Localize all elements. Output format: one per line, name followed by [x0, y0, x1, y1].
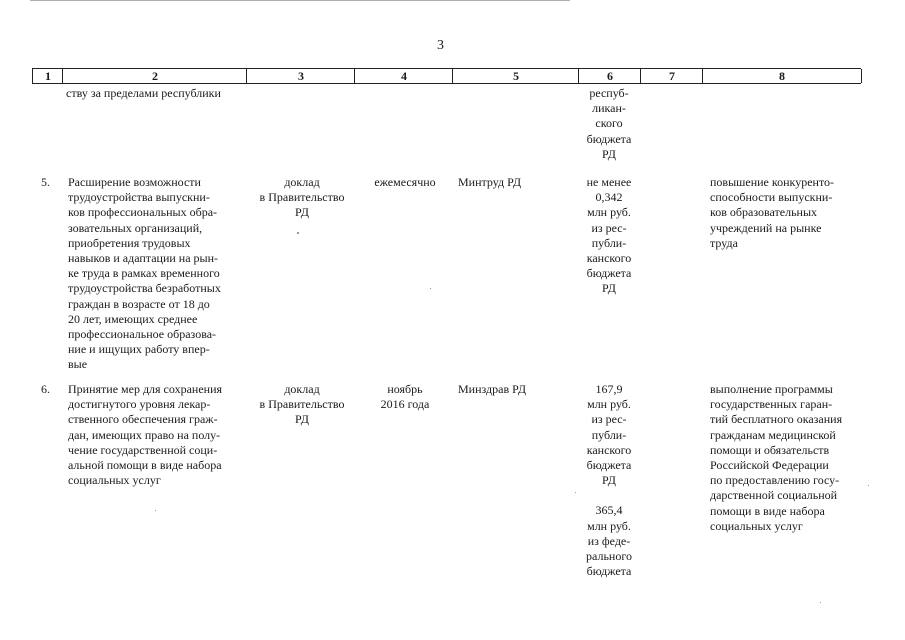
- text-line: публи-: [591, 235, 627, 250]
- text-line: 0,342: [595, 190, 623, 205]
- header-col-8: 8: [702, 69, 862, 83]
- text-line: выполнение программы: [710, 382, 833, 396]
- text-line: Принятие мер для сохранения: [68, 382, 223, 396]
- header-col-3: 3: [246, 69, 355, 83]
- header-col-5: 5: [452, 69, 579, 83]
- text-line: социальных услуг: [710, 518, 803, 533]
- text-line: бюджета: [586, 564, 632, 579]
- carryover-col2: ству за пределами республики: [66, 86, 221, 100]
- text-line: дарственной социальной: [710, 488, 838, 503]
- row-5-report-form: [248, 175, 356, 221]
- text-line: ственного обеспечения граж-: [68, 412, 218, 427]
- text-line: 167,9: [595, 382, 623, 396]
- text-line: труда: [710, 235, 738, 250]
- header-col-4: 4: [354, 69, 453, 83]
- text-line: бюджета: [586, 458, 632, 473]
- text-line: канского: [586, 251, 632, 266]
- text-line: бюджета: [586, 266, 632, 281]
- text-line: навыков и адаптации на рын-: [68, 251, 219, 266]
- text-line: ноябрь: [387, 382, 423, 396]
- text-line: млн руб.: [587, 205, 631, 220]
- header-col-1: 1: [32, 69, 63, 83]
- text-line: РД: [602, 281, 616, 296]
- row-5-expected-result: [710, 175, 860, 251]
- header-col-6: 6: [578, 69, 641, 83]
- text-line: в Правительство: [259, 397, 345, 412]
- text-line: ние и ищущих работу впер-: [68, 342, 210, 357]
- text-line: публи-: [591, 427, 627, 442]
- header-col-7: 7: [640, 69, 703, 83]
- text-line: помощи и обязательств: [710, 442, 830, 457]
- text-line: не менее: [586, 175, 632, 189]
- row-5-measure: [68, 175, 240, 373]
- text-line: повышение конкуренто-: [710, 175, 835, 189]
- text-line: способности выпускни-: [710, 190, 833, 205]
- carryover-col6-line: бюджета: [586, 131, 632, 146]
- row-6-report-form: [248, 382, 356, 428]
- text-line: государственных гаран-: [710, 397, 833, 412]
- text-line: гражданам медицинской: [710, 427, 836, 442]
- text-line: ежемесячно: [374, 175, 436, 189]
- text-line: социальных услуг: [68, 473, 161, 488]
- text-line: из феде-: [587, 533, 631, 548]
- page-number: 3: [437, 38, 444, 53]
- carryover-col6-line: ликан-: [592, 101, 626, 116]
- row-6-number: 6.: [41, 382, 50, 396]
- text-line: доклад: [284, 382, 320, 396]
- text-line: профессиональное образова-: [68, 327, 217, 342]
- text-line: 365,4: [595, 503, 623, 518]
- spacer: [578, 488, 640, 503]
- text-line: млн руб.: [587, 518, 631, 533]
- text-line: альной помощи в виде набора: [68, 458, 222, 473]
- text-line: РД: [602, 473, 616, 488]
- text-line: доклад: [284, 175, 320, 189]
- text-line: вые: [68, 357, 88, 372]
- row-5-executor: Минтруд РД: [458, 175, 522, 189]
- carryover-col6-line: ского: [595, 116, 623, 131]
- row-6-expected-result: [710, 382, 865, 534]
- row-6-funding: [578, 382, 640, 579]
- text-line: ке труда в рамках временного: [68, 266, 220, 281]
- text-line: РД: [295, 205, 309, 220]
- scan-speck: [155, 510, 156, 511]
- text-line: в Правительство: [259, 190, 345, 205]
- text-line: РД: [295, 412, 309, 427]
- row-5-deadline: [356, 175, 454, 190]
- scan-speck: [868, 485, 869, 486]
- text-line: млн руб.: [587, 397, 631, 412]
- scan-speck: [575, 492, 576, 493]
- scan-speck: [430, 288, 431, 289]
- row-5-funding: [578, 175, 640, 297]
- scan-top-edge: [30, 0, 570, 1]
- text-line: помощи в виде набора: [710, 503, 825, 518]
- carryover-col6-line: РД: [602, 146, 616, 161]
- text-line: трудоустройства выпускни-: [68, 190, 210, 205]
- text-line: по предоставлению госу-: [710, 473, 840, 488]
- scan-speck: [297, 232, 299, 234]
- row-5-number: 5.: [41, 175, 50, 189]
- text-line: канского: [586, 442, 632, 457]
- text-line: 2016 года: [380, 397, 430, 412]
- text-line: граждан в возрасте от 18 до: [68, 296, 210, 311]
- text-line: из рес-: [591, 220, 627, 235]
- scan-speck: [820, 602, 821, 603]
- text-line: тий бесплатного оказания: [710, 412, 843, 427]
- text-line: дан, имеющих право на полу-: [68, 427, 221, 442]
- text-line: рального: [586, 549, 632, 564]
- row-6-executor: Минздрав РД: [458, 382, 527, 396]
- text-line: 20 лет, имеющих среднее: [68, 311, 198, 326]
- text-line: Расширение возможности: [68, 175, 201, 189]
- row-6-deadline: [356, 382, 454, 412]
- text-line: чение государственной соци-: [68, 442, 218, 457]
- carryover-col6-line: респуб-: [589, 86, 629, 100]
- text-line: приобретения трудовых: [68, 235, 191, 250]
- text-line: из рес-: [591, 412, 627, 427]
- text-line: Российской Федерации: [710, 458, 829, 473]
- table-header: [32, 68, 861, 84]
- text-line: учреждений на рынке: [710, 220, 822, 235]
- text-line: ков профессиональных обра-: [68, 205, 218, 220]
- text-line: достигнутого уровня лекар-: [68, 397, 211, 412]
- text-line: ков образовательных: [710, 205, 818, 220]
- header-col-2: 2: [62, 69, 247, 83]
- text-line: трудоустройства безработных: [68, 281, 221, 296]
- row-6-measure: [68, 382, 240, 488]
- text-line: зовательных организаций,: [68, 220, 203, 235]
- carryover-col6: [578, 86, 640, 162]
